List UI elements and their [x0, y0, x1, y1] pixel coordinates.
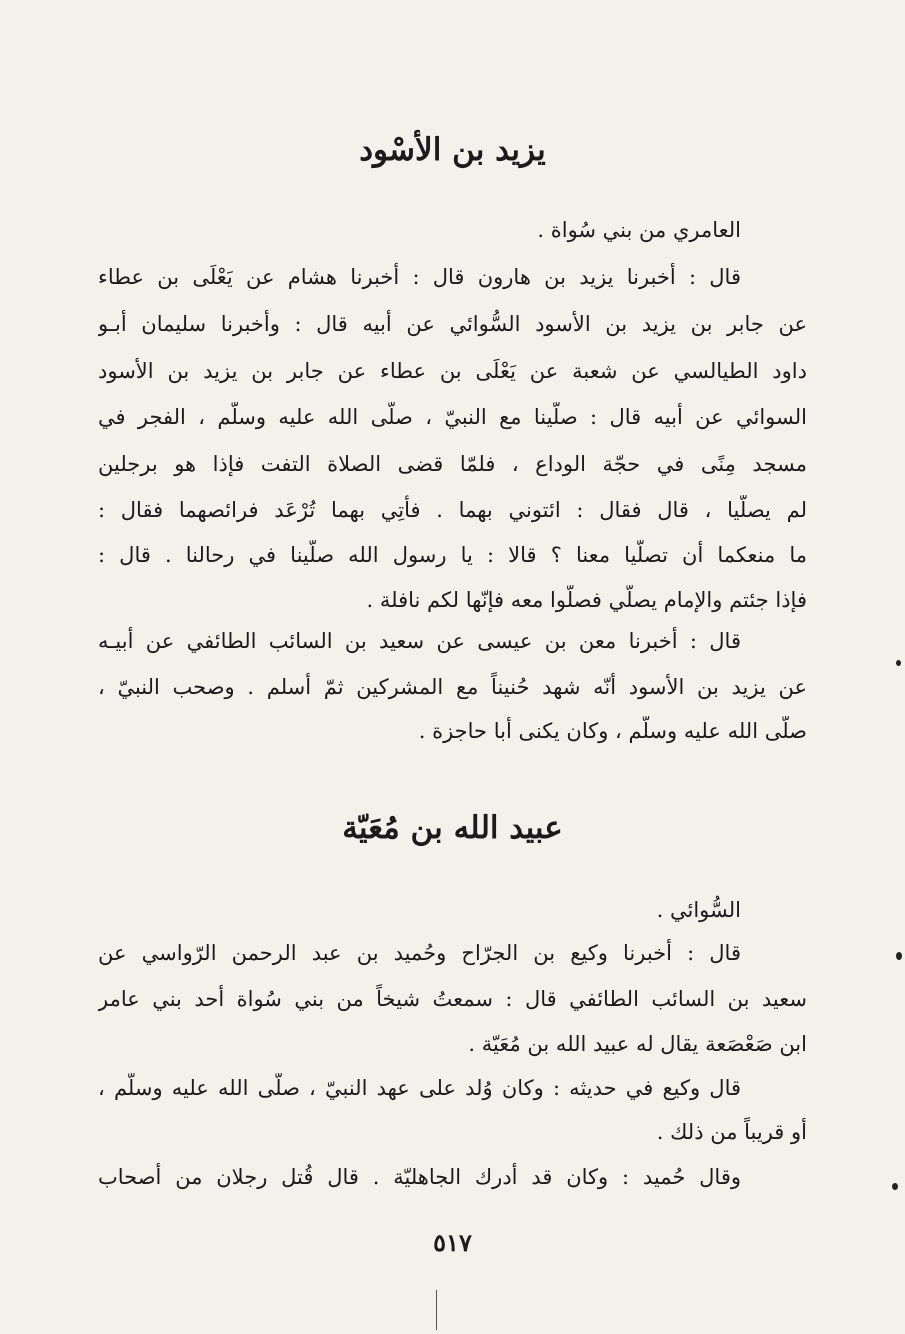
scan-speck	[892, 1183, 898, 1190]
text-line: قال وكيع في حديثه : وكان وُلد على عهد النبيّ ، صلّى الله عليه وسلّم ،	[98, 1076, 741, 1100]
text-line: عن جابر بن يزيد بن الأسود السُّوائي عن أبيه قال : وأخبرنا سليمان أبـو	[98, 312, 807, 336]
scan-speck	[896, 660, 901, 666]
text-line: صلّى الله عليه وسلّم ، وكان يكنى أبا حاجزة .	[418, 719, 807, 743]
text-line: قال : أخبرنا وكيع بن الجرّاح وحُميد بن عبد الرحمن الرّواسي عن	[98, 941, 741, 965]
text-line: السوائي عن أبيه قال : صلّينا مع النبيّ ، صلّى الله عليه وسلّم ، الفجر في	[98, 405, 807, 429]
text-line: العامري من بني سُواة .	[537, 218, 741, 242]
text-line: ما منعكما أن تصلّيا معنا ؟ قالا : يا رسول الله صلّينا في رحالنا . قال :	[98, 543, 807, 567]
text-line: سعيد بن السائب الطائفي قال : سمعتُ شيخاً من بني سُواة أحد بني عامر	[98, 987, 807, 1011]
text-line: داود الطيالسي عن شعبة عن يَعْلَى بن عطاء عن جابر بن يزيد بن الأسود	[98, 359, 807, 383]
text-line: أو قريباً من ذلك .	[656, 1120, 807, 1144]
text-line: عن يزيد بن الأسود أنّه شهد حُنيناً مع المشركين ثمّ أسلم . وصحب النبيّ ،	[98, 675, 807, 699]
scan-speck	[896, 952, 902, 960]
section-heading-yazid: يزيد بن الأسْود	[359, 132, 546, 168]
text-line: قال : أخبرنا معن بن عيسى عن سعيد بن السائب الطائفي عن أبيـه	[98, 629, 741, 653]
text-line: ابن صَعْصَعة يقال له عبيد الله بن مُعَيّة .	[468, 1032, 807, 1056]
text-line: قال : أخبرنا يزيد بن هارون قال : أخبرنا هشام عن يَعْلَى بن عطاء	[98, 265, 741, 289]
text-line: لم يصلّيا ، قال فقال : ائتوني بهما . فأُتِي بهما تُرْعَد فرائصهما فقال :	[98, 498, 807, 522]
text-line: فإذا جئتم والإمام يصلّي فصلّوا معه فإنّها لكم نافلة .	[366, 588, 807, 612]
scan-stroke	[436, 1290, 437, 1330]
text-line: وقال حُميد : وكان قد أدرك الجاهليّة . قال قُتل رجلان من أصحاب	[98, 1165, 741, 1189]
text-line: السُّوائي .	[656, 898, 741, 922]
text-line: مسجد مِنًى في حجّة الوداع ، فلمّا قضى الصلاة التفت فإذا هو برجلين	[98, 452, 807, 476]
page-number: ٥١٧	[433, 1228, 472, 1257]
section-heading-ubaydallah: عبيد الله بن مُعَيّة	[342, 810, 563, 846]
